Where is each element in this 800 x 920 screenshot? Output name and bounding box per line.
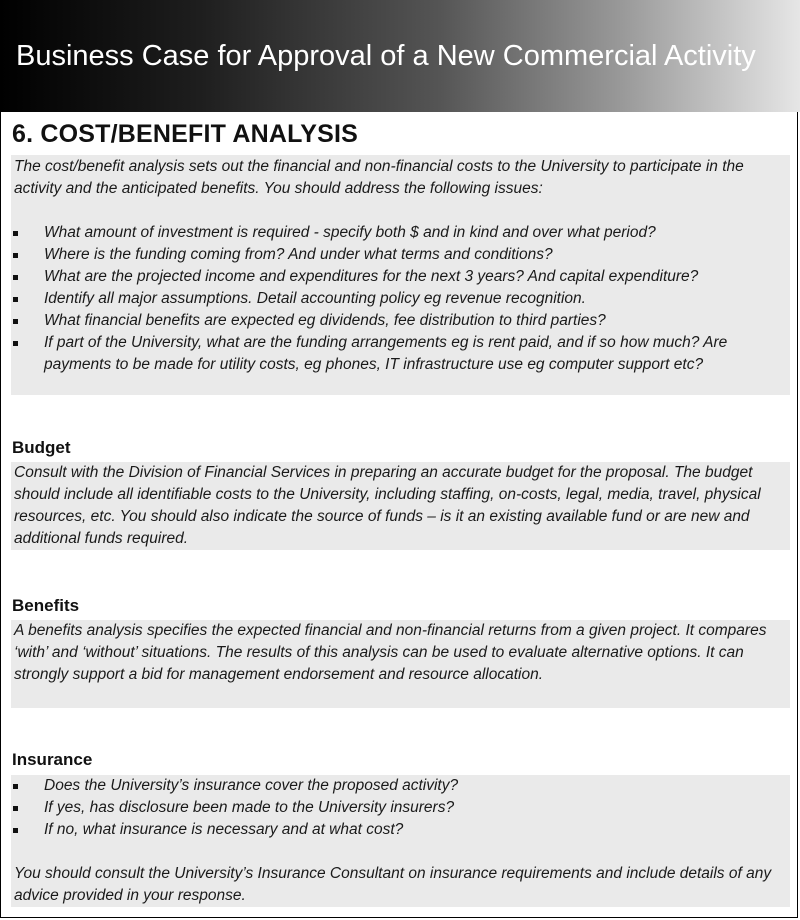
list-item (11, 244, 790, 266)
benefits-text: A benefits analysis specifies the expected financial and non-financial returns from a given project. It compares ‘with’ and ‘without’ situations. The results of this analysis can be used to evaluate alternative options. It can strongly support a bid for management endorsement and resource allocation. (14, 622, 767, 683)
cost-benefit-list (11, 222, 790, 376)
bullet-icon (13, 806, 18, 811)
list-item-text: Where is the funding coming from? And under what terms and conditions? (44, 246, 553, 263)
insurance-list (11, 775, 790, 841)
list-item (11, 819, 790, 841)
bullet-icon (13, 828, 18, 833)
section-heading: 6. COST/BENEFIT ANALYSIS (12, 120, 359, 148)
document-title: Business Case for Approval of a New Commercial Activity (16, 40, 756, 72)
bullet-icon (13, 253, 18, 258)
insurance-box (11, 775, 790, 907)
budget-box (11, 462, 790, 550)
list-item-text: If yes, has disclosure been made to the University insurers? (44, 799, 455, 816)
list-item (11, 222, 790, 244)
cost-benefit-intro: The cost/benefit analysis sets out the financial and non-financial costs to the University to participate in the activity and the anticipated benefits. You should address the following issues: (14, 158, 744, 197)
list-item-text: Identify all major assumptions. Detail accounting policy eg revenue recognition. (44, 290, 586, 307)
list-item (11, 332, 790, 376)
insurance-heading: Insurance (12, 750, 93, 769)
list-item-text: What amount of investment is required - specify both $ and in kind and over what period? (44, 224, 656, 241)
bullet-icon (13, 319, 18, 324)
bullet-icon (13, 784, 18, 789)
bullet-icon (13, 297, 18, 302)
benefits-heading: Benefits (12, 596, 80, 615)
list-item (11, 288, 790, 310)
list-item (11, 775, 790, 797)
bullet-icon (13, 231, 18, 236)
benefits-box (11, 620, 790, 708)
budget-text: Consult with the Division of Financial Services in preparing an accurate budget for the proposal. The budget should include all identifiable costs to the University, including staffing, on-costs, legal, media, travel, physical resources, etc. You should also indicate the source of funds – is it an existing available fund or are new and additional funds required. (14, 464, 761, 547)
bullet-icon (13, 275, 18, 280)
list-item-text: If no, what insurance is necessary and at what cost? (44, 821, 404, 838)
budget-heading: Budget (12, 438, 71, 457)
cost-benefit-box (11, 155, 790, 395)
list-item (11, 310, 790, 332)
bullet-icon (13, 341, 18, 346)
list-item (11, 266, 790, 288)
header-banner (0, 0, 800, 112)
list-item-text: Does the University’s insurance cover the proposed activity? (44, 777, 459, 794)
list-item-text: What are the projected income and expenditures for the next 3 years? And capital expenditure? (44, 268, 699, 285)
insurance-closing-text: You should consult the University’s Insurance Consultant on insurance requirements and include details of any advice provided in your response. (14, 865, 772, 904)
list-item-text: If part of the University, what are the funding arrangements eg is rent paid, and if so how much? Are payments to be made for utility costs, eg phones, IT infrastructure use eg computer support etc? (44, 334, 728, 373)
list-item-text: What financial benefits are expected eg dividends, fee distribution to third parties? (44, 312, 606, 329)
list-item (11, 797, 790, 819)
